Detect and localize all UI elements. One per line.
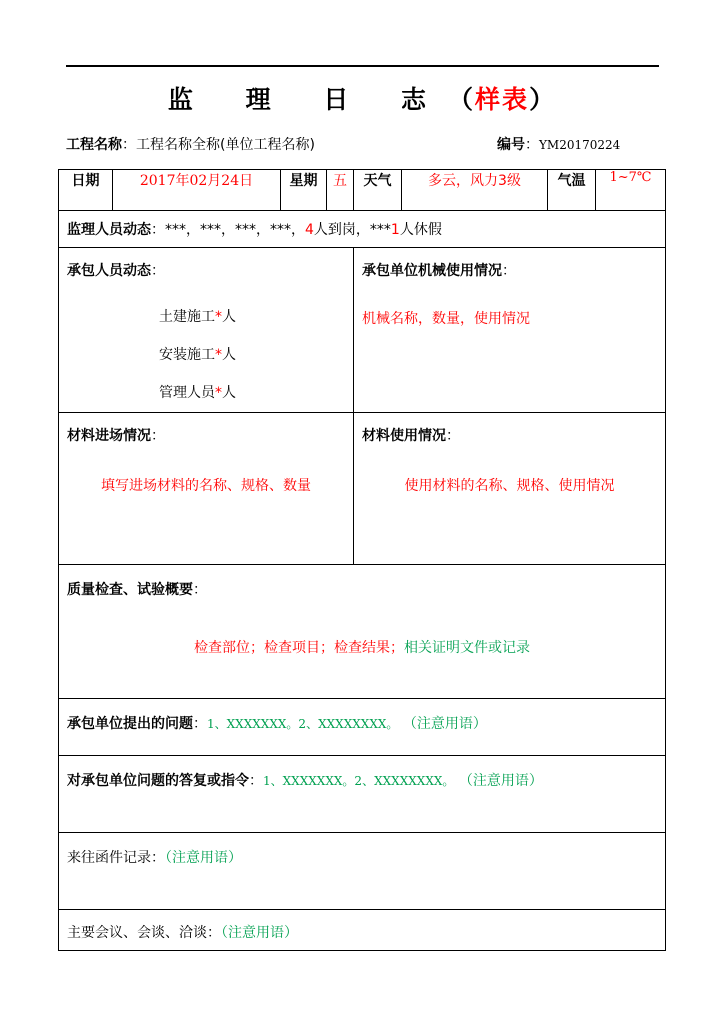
material-use-header xyxy=(354,413,665,445)
material-in-header xyxy=(59,413,353,445)
contractor-staff-colon: ： xyxy=(151,263,165,279)
material-use-cell xyxy=(354,413,666,565)
quality-label: 质量检查、试验概要 xyxy=(67,582,193,598)
meetings-line xyxy=(59,910,665,942)
material-use-colon: ： xyxy=(446,428,460,444)
project-value: 工程名称全称(单位工程名称) xyxy=(136,137,315,153)
material-in-label: 材料进场情况 xyxy=(67,428,151,444)
weather-label: 天气 xyxy=(354,170,402,211)
staff-line-unit: 人 xyxy=(222,347,236,363)
replies-cell xyxy=(59,756,666,833)
title-sample: 样表 xyxy=(475,85,530,114)
title-main: 监 理 日 志 xyxy=(167,85,449,114)
date-label: 日期 xyxy=(59,170,113,211)
replies-text: 1、XXXXXXX。2、XXXXXXXX。 xyxy=(263,774,455,788)
material-in-hint: 填写进场材料的名称、规格、数量 xyxy=(101,478,311,494)
meetings-label: 主要会议、会谈、洽谈： xyxy=(67,925,221,941)
project-label: 工程名称 xyxy=(66,137,122,153)
project-name xyxy=(66,134,315,154)
contractor-staff-list xyxy=(59,298,353,412)
temp-value: 1~7℃ xyxy=(596,170,666,211)
staff-line-unit: 人 xyxy=(222,309,236,325)
staff-count-leave: 1 xyxy=(390,222,400,238)
weekday-label: 星期 xyxy=(281,170,327,211)
quality-cell xyxy=(59,565,666,699)
staff-machinery-row xyxy=(59,248,666,413)
issues-cell xyxy=(59,699,666,756)
staff-status-mid: 人到岗，*** xyxy=(313,222,391,238)
machinery-colon: ： xyxy=(502,263,516,279)
contractor-staff-header xyxy=(59,248,353,280)
material-in-colon: ： xyxy=(151,428,165,444)
machinery-cell xyxy=(354,248,666,413)
machinery-header xyxy=(354,248,665,280)
letters-cell xyxy=(59,833,666,910)
material-in-cell xyxy=(59,413,354,565)
letters-label: 来往函件记录： xyxy=(67,850,165,866)
title-open-paren: （ xyxy=(448,85,476,114)
quality-colon: ： xyxy=(193,582,207,598)
weekday-value: 五 xyxy=(327,170,354,211)
material-use-hint: 使用材料的名称、规格、使用情况 xyxy=(404,478,615,494)
contractor-staff-label: 承包人员动态 xyxy=(67,263,151,279)
log-table xyxy=(58,169,666,951)
staff-line-text: 土建施工 xyxy=(159,309,215,325)
issues-label: 承包单位提出的问题 xyxy=(67,716,193,732)
staff-line-mark: * xyxy=(215,309,222,325)
issues-line xyxy=(59,699,665,733)
contractor-staff-line xyxy=(159,336,353,374)
temp-label: 气温 xyxy=(548,170,596,211)
contractor-staff-cell xyxy=(59,248,354,413)
title-close-paren: ） xyxy=(529,85,557,114)
replies-line xyxy=(59,756,665,790)
serial-label: 编号 xyxy=(497,137,525,153)
letters-line xyxy=(59,833,665,867)
date-row xyxy=(59,170,666,211)
replies-row xyxy=(59,756,666,833)
replies-colon: ： xyxy=(249,773,263,789)
staff-line-mark: * xyxy=(215,347,222,363)
issues-note: （注意用语） xyxy=(402,716,487,732)
contractor-staff-line xyxy=(159,298,353,336)
contractor-staff-line xyxy=(159,374,353,412)
weather-value: 多云，风力3级 xyxy=(402,170,548,211)
materials-row xyxy=(59,413,666,565)
machinery-label: 承包单位机械使用情况 xyxy=(362,263,502,279)
staff-status-label: 监理人员动态 xyxy=(67,222,151,238)
staff-line-text: 管理人员 xyxy=(159,385,215,401)
issues-colon: ： xyxy=(193,716,207,732)
meetings-row xyxy=(59,910,666,951)
material-use-label: 材料使用情况 xyxy=(362,428,446,444)
issues-text: 1、XXXXXXX。2、XXXXXXXX。 xyxy=(207,717,399,731)
quality-header xyxy=(59,565,665,599)
staff-status-text: ***，***，***，***， xyxy=(165,222,305,238)
staff-status-end: 人休假 xyxy=(399,222,442,238)
quality-row xyxy=(59,565,666,699)
letters-note: （注意用语） xyxy=(165,850,242,866)
replies-note: （注意用语） xyxy=(458,773,543,789)
serial-value: YM20170224 xyxy=(539,138,621,152)
quality-hint-red: 检查部位；检查项目；检查结果； xyxy=(194,640,404,656)
top-rule xyxy=(66,65,659,67)
replies-label: 对承包单位问题的答复或指令 xyxy=(67,773,249,789)
staff-status-colon: ： xyxy=(151,222,165,238)
quality-hint-green: 相关证明文件或记录 xyxy=(404,640,530,656)
meetings-cell xyxy=(59,910,666,951)
staff-line-text: 安装施工 xyxy=(159,347,215,363)
project-colon: ： xyxy=(122,137,136,153)
date-value: 2017年02月24日 xyxy=(113,170,281,211)
staff-count-in: 4 xyxy=(305,222,314,238)
issues-row xyxy=(59,699,666,756)
staff-status-row xyxy=(59,211,666,248)
staff-line-unit: 人 xyxy=(222,385,236,401)
staff-status-cell xyxy=(59,211,666,248)
machinery-hint: 机械名称，数量，使用情况 xyxy=(362,311,530,327)
staff-line-mark: * xyxy=(215,385,222,401)
meetings-note: （注意用语） xyxy=(221,925,298,941)
serial-colon: ： xyxy=(525,137,539,153)
letters-row xyxy=(59,833,666,910)
page-title xyxy=(0,80,724,116)
serial-number xyxy=(497,134,620,154)
quality-hint xyxy=(59,637,665,657)
